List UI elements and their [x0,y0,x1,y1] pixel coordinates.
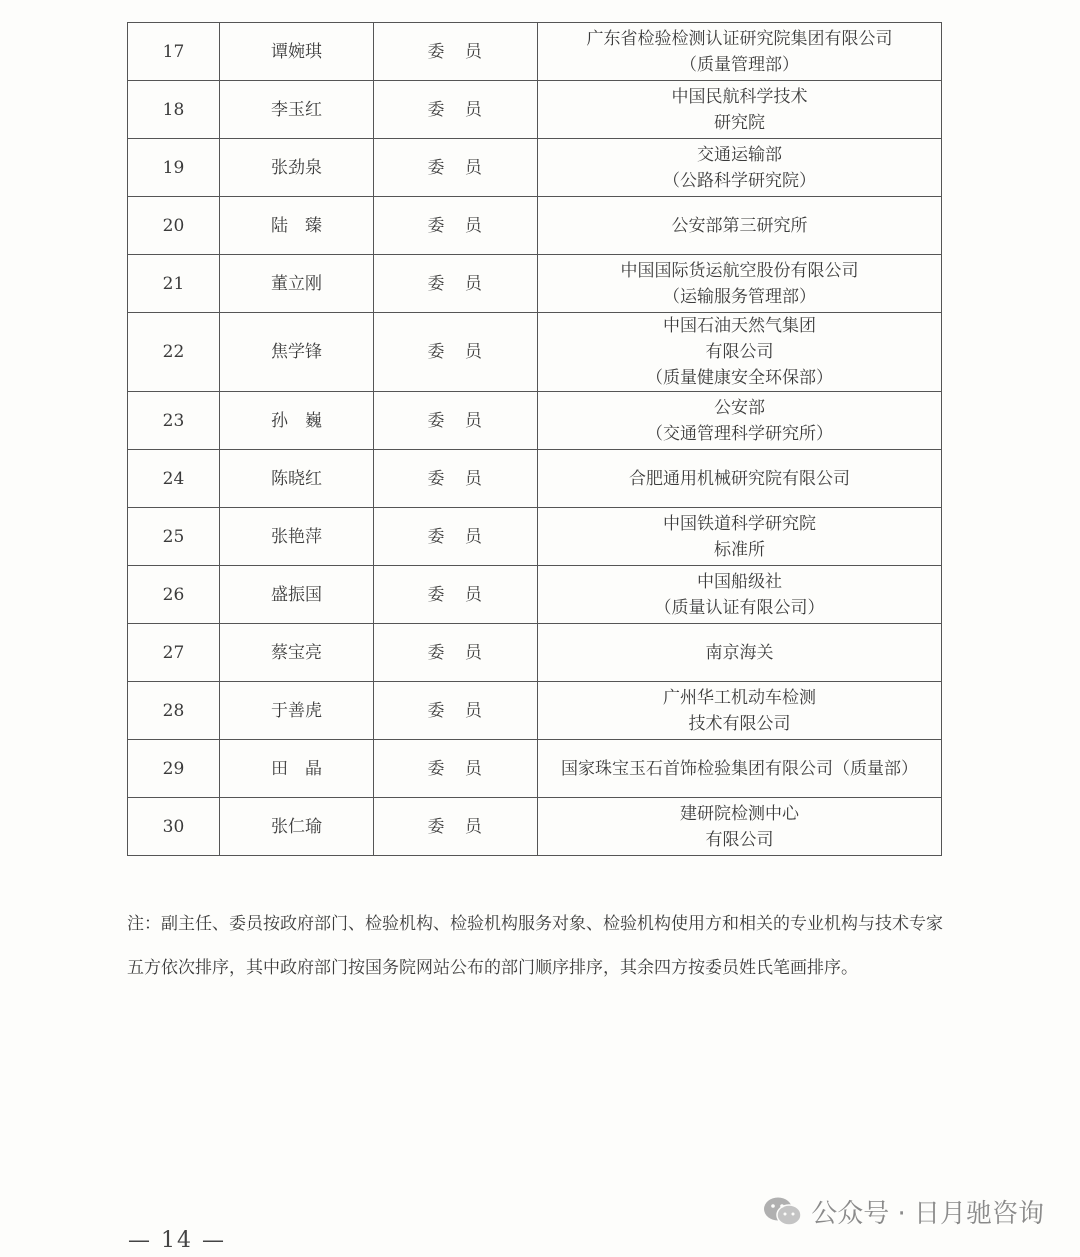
member-name: 孙 巍 [220,392,374,450]
member-role: 委 员 [374,624,538,682]
organization-line: （运输服务管理部） [663,286,816,307]
committee-table [127,22,942,856]
member-organization [538,566,942,624]
member-name: 李玉红 [220,81,374,139]
organization-line: 中国国际货运航空股份有限公司 [620,260,859,281]
row-number: 22 [128,313,220,392]
member-organization [538,81,942,139]
row-number: 27 [128,624,220,682]
organization-line: 建研院检测中心 [680,803,799,824]
organization-line: 中国铁道科学研究院 [663,513,816,534]
page-number: — 14 — [128,1228,226,1253]
member-organization [538,197,942,255]
organization-line: 公安部 [714,397,765,418]
organization-line: 中国民航科学技术 [671,86,808,107]
row-number: 26 [128,566,220,624]
organization-line: 有限公司 [705,829,774,850]
member-name: 蔡宝亮 [220,624,374,682]
table-row [128,508,942,566]
organization-line: （公路科学研究院） [663,170,816,191]
member-role: 委 员 [374,566,538,624]
member-role: 委 员 [374,81,538,139]
table-row [128,139,942,197]
member-organization [538,255,942,313]
member-organization [538,740,942,798]
table-row [128,740,942,798]
table-row [128,255,942,313]
member-name: 焦学锋 [220,313,374,392]
member-role: 委 员 [374,682,538,740]
footnote: 注：副主任、委员按政府部门、检验机构、检验机构服务对象、检验机构使用方和相关的专业机构与技术专家五方依次排序，其中政府部门按国务院网站公布的部门顺序排序，其余四方按委员姓氏笔画排序。 [127,914,943,978]
table-row [128,450,942,508]
row-number: 19 [128,139,220,197]
organization-line: 有限公司 [705,342,774,362]
member-role: 委 员 [374,508,538,566]
member-organization [538,798,942,856]
member-name: 陈晓红 [220,450,374,508]
member-role: 委 员 [374,392,538,450]
organization-line: 交通运输部 [697,144,782,165]
member-role: 委 员 [374,139,538,197]
member-organization [538,313,942,392]
organization-line: 广州华工机动车检测 [663,687,816,708]
wechat-icon [763,1195,803,1229]
watermark [763,1193,1044,1230]
table-row [128,392,942,450]
organization-line: 南京海关 [705,642,774,663]
table-row [128,682,942,740]
organization-line: 广东省检验检测认证研究院集团有限公司 [586,28,893,49]
table-row [128,313,942,392]
row-number: 28 [128,682,220,740]
table-row [128,81,942,139]
member-organization [538,508,942,566]
member-name: 陆 臻 [220,197,374,255]
member-role: 委 员 [374,313,538,392]
member-organization [538,139,942,197]
organization-line: （交通管理科学研究所） [646,423,833,444]
member-name: 谭婉琪 [220,23,374,81]
row-number: 18 [128,81,220,139]
member-name: 张艳萍 [220,508,374,566]
organization-line: （质量管理部） [680,54,799,75]
member-name: 张劲泉 [220,139,374,197]
member-role: 委 员 [374,255,538,313]
member-role: 委 员 [374,23,538,81]
table-row [128,197,942,255]
member-name: 张仁瑜 [220,798,374,856]
member-role: 委 员 [374,740,538,798]
table-row [128,624,942,682]
table-row [128,566,942,624]
committee-table-body [128,23,942,856]
member-name: 盛振国 [220,566,374,624]
member-name: 田 晶 [220,740,374,798]
row-number: 29 [128,740,220,798]
member-role: 委 员 [374,197,538,255]
row-number: 25 [128,508,220,566]
organization-line: 公安部第三研究所 [671,215,808,236]
organization-line: （质量健康安全环保部） [646,368,833,388]
member-organization [538,624,942,682]
organization-line: 合肥通用机械研究院有限公司 [629,468,850,489]
member-role: 委 员 [374,450,538,508]
organization-line: 中国石油天然气集团 [663,316,816,336]
row-number: 20 [128,197,220,255]
organization-line: 标准所 [714,539,765,560]
organization-line: 中国船级社 [697,571,782,592]
row-number: 23 [128,392,220,450]
organization-line: 研究院 [714,112,765,133]
row-number: 21 [128,255,220,313]
watermark-text: 公众号 · 日月驰咨询 [811,1199,1044,1229]
organization-line: 技术有限公司 [688,713,791,734]
row-number: 17 [128,23,220,81]
member-name: 董立刚 [220,255,374,313]
member-organization [538,392,942,450]
table-row [128,23,942,81]
member-role: 委 员 [374,798,538,856]
member-organization [538,23,942,81]
row-number: 30 [128,798,220,856]
member-organization [538,450,942,508]
organization-line: （质量认证有限公司） [654,597,825,618]
member-organization [538,682,942,740]
table-row [128,798,942,856]
member-name: 于善虎 [220,682,374,740]
organization-line: 国家珠宝玉石首饰检验集团有限公司（质量部） [561,758,918,779]
row-number: 24 [128,450,220,508]
